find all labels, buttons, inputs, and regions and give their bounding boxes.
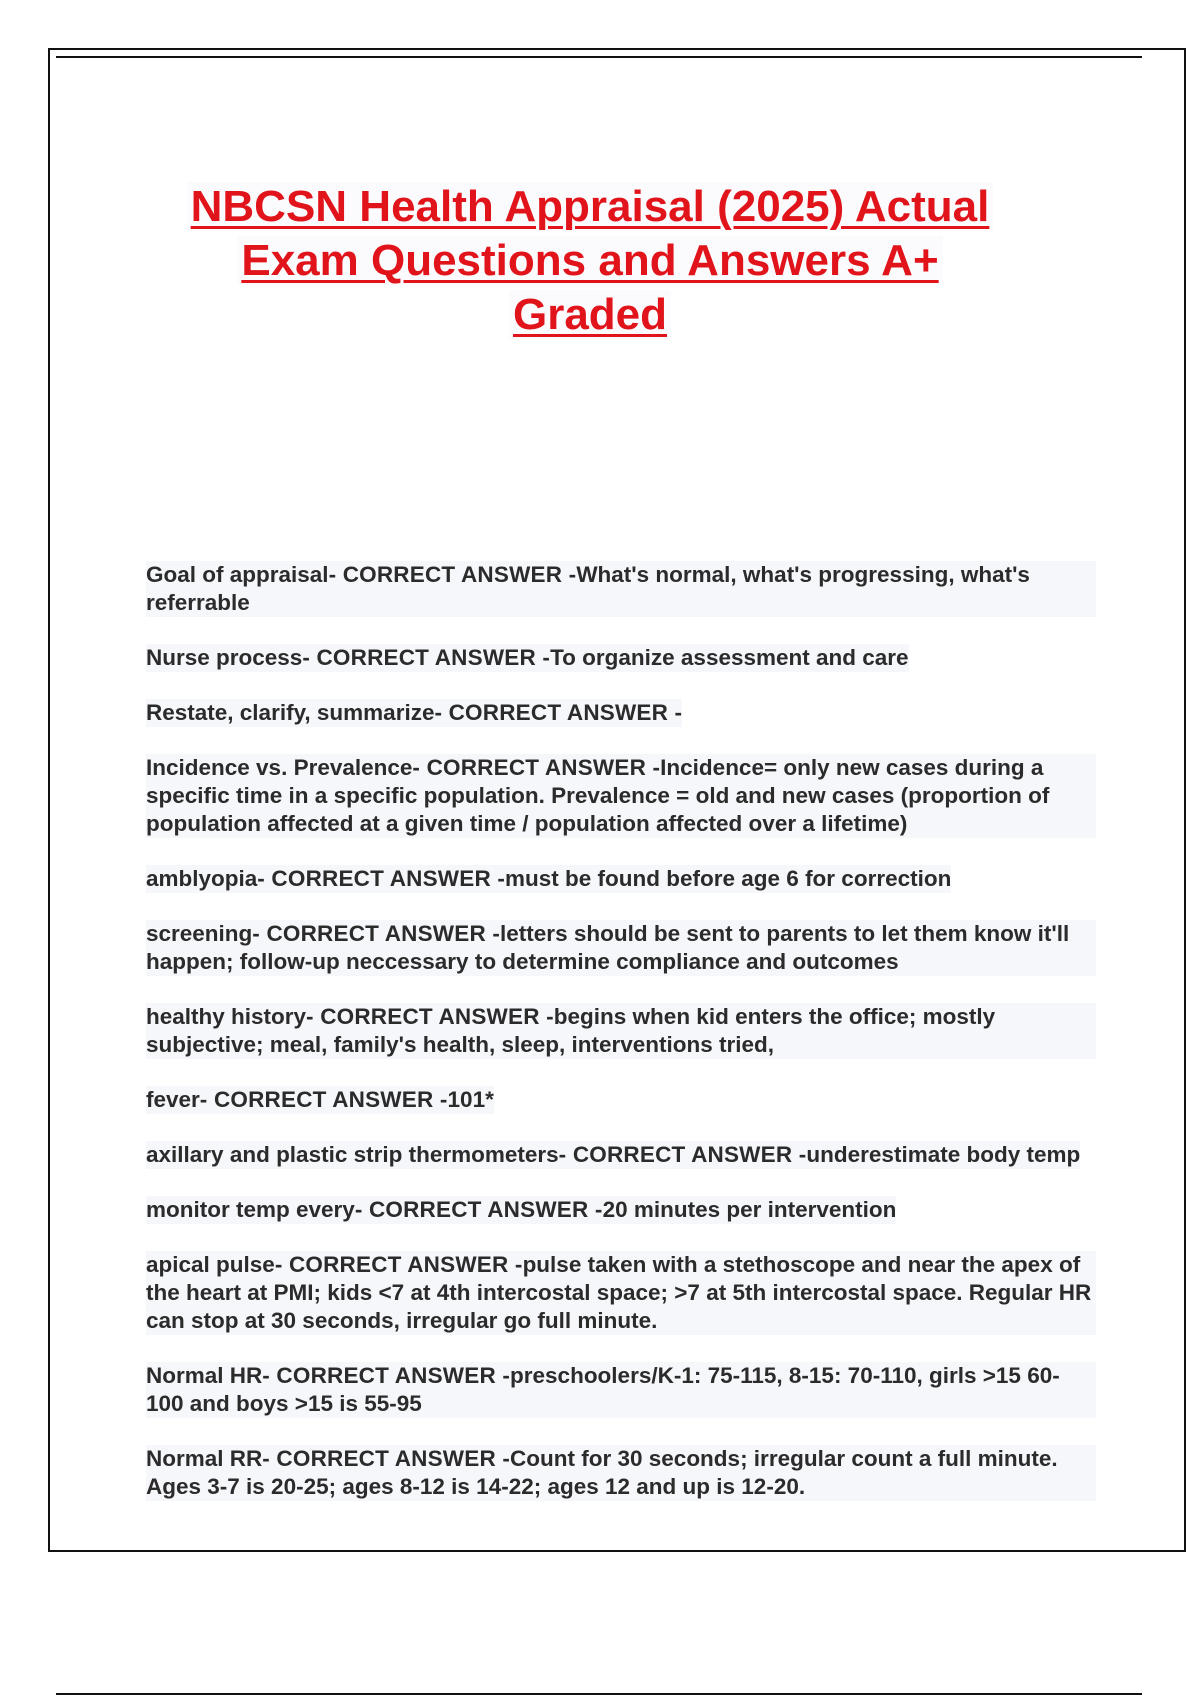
qa-answer: Incidence= only new cases during a specific time in a specific population. Prevalence = old and new cases (proportion of population affected at a given time / population affected over a lifetime) bbox=[146, 755, 1050, 836]
qa-term: amblyopia bbox=[146, 866, 258, 891]
qa-answer: To organize assessment and care bbox=[550, 645, 909, 670]
qa-term: Normal HR bbox=[146, 1363, 263, 1388]
title-line-2: Exam Questions and Answers A+ bbox=[150, 234, 1030, 288]
document-title bbox=[150, 180, 1030, 342]
correct-answer-label: - CORRECT ANSWER - bbox=[558, 1142, 807, 1167]
correct-answer-label: - CORRECT ANSWER - bbox=[328, 562, 577, 587]
correct-answer-label: - CORRECT ANSWER - bbox=[306, 1004, 554, 1029]
qa-term: fever bbox=[146, 1087, 200, 1112]
correct-answer-label: - CORRECT ANSWER - bbox=[257, 866, 506, 891]
qa-term: monitor temp every bbox=[146, 1197, 355, 1222]
qa-answer: must be found before age 6 for correction bbox=[505, 866, 952, 891]
qa-item bbox=[146, 920, 1096, 976]
qa-answer: 20 minutes per intervention bbox=[602, 1197, 897, 1222]
title-line-1: NBCSN Health Appraisal (2025) Actual bbox=[150, 180, 1030, 234]
qa-item bbox=[146, 754, 1096, 838]
qa-answer: pulse taken with a stethoscope and near the apex of the heart at PMI; kids <7 at 4th intercostal space; >7 at 5th intercostal space. Regular HR can stop at 30 seconds, irregular go full minute. bbox=[146, 1252, 1092, 1333]
qa-term: Normal RR bbox=[146, 1446, 263, 1471]
qa-item bbox=[146, 1086, 494, 1114]
qa-item bbox=[146, 1251, 1096, 1335]
correct-answer-label: - CORRECT ANSWER - bbox=[274, 1252, 523, 1277]
qa-item bbox=[146, 1141, 1080, 1169]
qa-answer: 101* bbox=[447, 1087, 494, 1112]
qa-answer: Count for 30 seconds; irregular count a full minute. Ages 3-7 is 20-25; ages 8-12 is 14-22; ages 12 and up is 12-20. bbox=[146, 1446, 1058, 1499]
qa-item bbox=[146, 1445, 1096, 1501]
correct-answer-label: - CORRECT ANSWER - bbox=[434, 700, 683, 725]
qa-answer: preschoolers/K-1: 75-115, 8-15: 70-110, girls >15 60-100 and boys >15 is 55-95 bbox=[146, 1363, 1060, 1416]
qa-answer: begins when kid enters the office; mostly subjective; meal, family's health, sleep, interventions tried, bbox=[146, 1004, 996, 1057]
correct-answer-label: - CORRECT ANSWER - bbox=[302, 645, 551, 670]
qa-item bbox=[146, 865, 951, 893]
qa-term: healthy history bbox=[146, 1004, 307, 1029]
qa-list bbox=[146, 561, 1096, 1528]
qa-term: apical pulse bbox=[146, 1252, 275, 1277]
qa-item bbox=[146, 561, 1096, 617]
bottom-rule bbox=[56, 1693, 1142, 1695]
qa-term: Nurse process bbox=[146, 645, 303, 670]
qa-term: screening bbox=[146, 921, 253, 946]
correct-answer-label: - CORRECT ANSWER - bbox=[354, 1197, 603, 1222]
correct-answer-label: - CORRECT ANSWER - bbox=[412, 755, 661, 780]
top-rule bbox=[56, 56, 1142, 58]
qa-answer: letters should be sent to parents to let them know it'll happen; follow-up neccessary to determine compliance and outcomes bbox=[146, 921, 1070, 974]
qa-item bbox=[146, 1196, 896, 1224]
qa-item bbox=[146, 644, 909, 672]
qa-term: Goal of appraisal bbox=[146, 562, 329, 587]
qa-item bbox=[146, 699, 682, 727]
qa-item bbox=[146, 1003, 1096, 1059]
qa-term: Incidence vs. Prevalence bbox=[146, 755, 413, 780]
correct-answer-label: - CORRECT ANSWER - bbox=[262, 1446, 511, 1471]
correct-answer-label: - CORRECT ANSWER - bbox=[199, 1087, 448, 1112]
title-line-3: Graded bbox=[150, 288, 1030, 342]
correct-answer-label: - CORRECT ANSWER - bbox=[252, 921, 501, 946]
correct-answer-label: - CORRECT ANSWER - bbox=[262, 1363, 511, 1388]
qa-term: axillary and plastic strip thermometers bbox=[146, 1142, 559, 1167]
qa-item bbox=[146, 1362, 1096, 1418]
qa-term: Restate, clarify, summarize bbox=[146, 700, 435, 725]
qa-answer: What's normal, what's progressing, what's referrable bbox=[146, 562, 1030, 615]
qa-answer: underestimate body temp bbox=[806, 1142, 1081, 1167]
